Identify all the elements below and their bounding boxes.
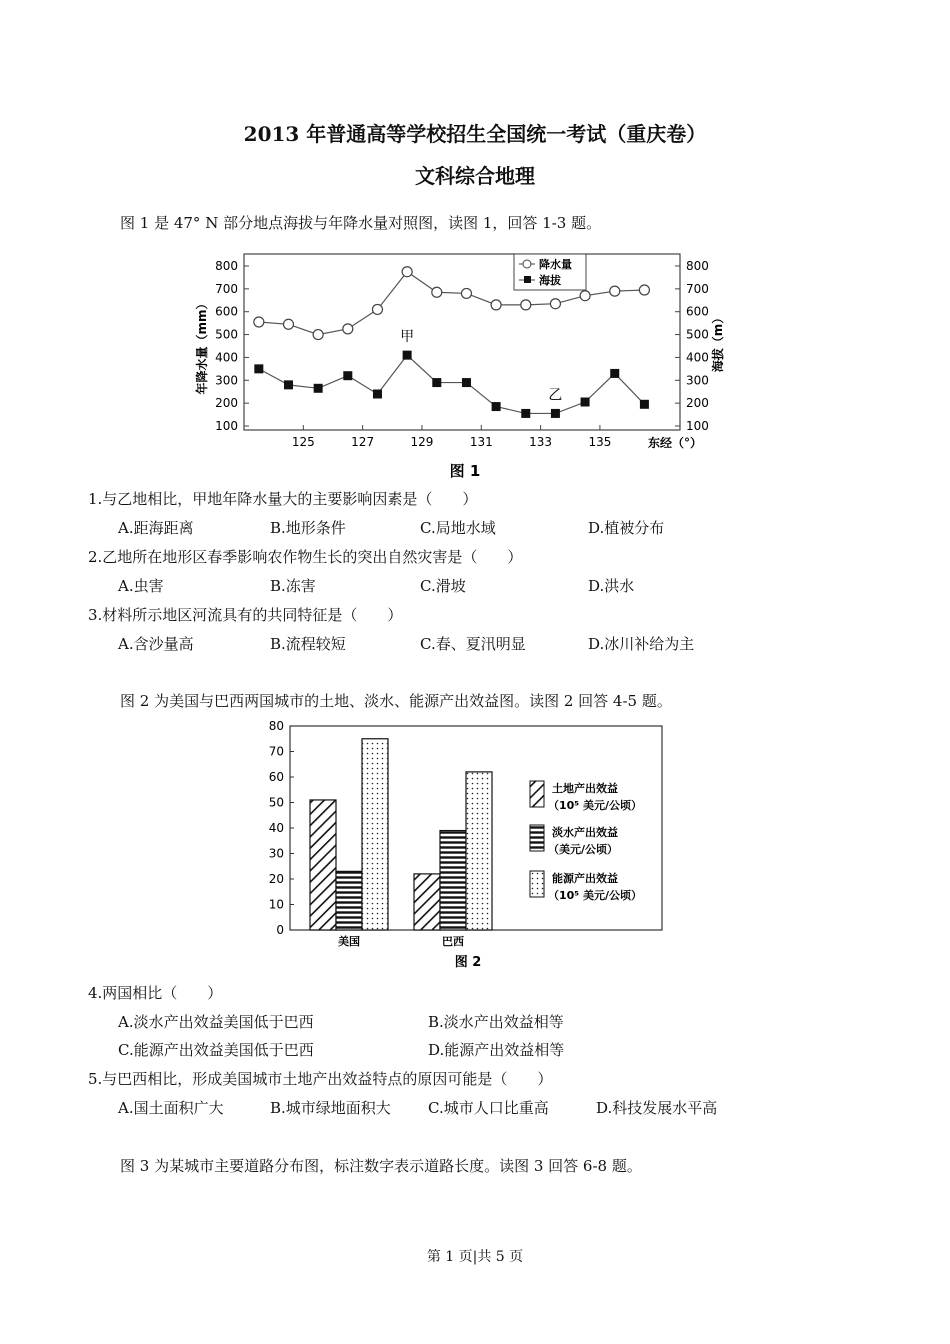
q4-option-b: B.淡水产出效益相等 xyxy=(428,1013,564,1031)
bar-dotted xyxy=(362,739,388,930)
category-label: 美国 xyxy=(338,935,360,948)
q3-option-b: B.流程较短 xyxy=(270,635,346,653)
precipitation-point xyxy=(432,287,442,297)
precipitation-point xyxy=(402,267,412,277)
elevation-point xyxy=(581,398,590,407)
elevation-point xyxy=(610,369,619,378)
legend-swatch xyxy=(530,825,544,851)
bar-horizontal xyxy=(336,871,362,930)
legend-unit: （美元/公顷） xyxy=(548,843,619,856)
y-tick-label-left: 300 xyxy=(215,373,238,388)
legend-name: 能源产出效益 xyxy=(552,872,618,885)
y-tick-label: 40 xyxy=(268,821,284,835)
y-tick-label-right: 500 xyxy=(686,327,709,342)
elevation-point xyxy=(640,400,649,409)
precipitation-point xyxy=(283,319,293,329)
y-tick-label-left: 500 xyxy=(215,327,238,342)
figure1-caption: 图 1 xyxy=(449,462,481,480)
legend-unit: （10⁵ 美元/公顷） xyxy=(548,799,642,812)
elevation-point xyxy=(403,351,412,360)
y-tick-label: 60 xyxy=(268,770,284,784)
y-tick-label: 0 xyxy=(276,923,284,937)
precipitation-point xyxy=(372,304,382,314)
bar-horizontal xyxy=(440,831,466,930)
page-subtitle: 文科综合地理 xyxy=(415,164,535,188)
precipitation-point xyxy=(610,286,620,296)
y-tick-label-right: 200 xyxy=(686,396,709,411)
q2-option-a: A.虫害 xyxy=(118,577,164,595)
x-tick-label: 135 xyxy=(588,435,612,449)
elevation-point xyxy=(492,402,501,411)
precipitation-point xyxy=(461,288,471,298)
figure2-intro: 图 2 为美国与巴西两国城市的土地、淡水、能源产出效益图。读图 2 回答 4-5 题。 xyxy=(120,692,672,710)
q5-option-d: D.科技发展水平高 xyxy=(596,1099,718,1117)
q4-option-a: A.淡水产出效益美国低于巴西 xyxy=(118,1013,314,1031)
y-tick-label: 50 xyxy=(268,795,284,810)
q1-option-c: C.局地水域 xyxy=(420,519,496,537)
question-3: 3.材料所示地区河流具有的共同特征是（ ） xyxy=(88,606,403,624)
q4-option-c: C.能源产出效益美国低于巴西 xyxy=(118,1041,314,1059)
q3-option-c: C.春、夏汛明显 xyxy=(420,635,526,653)
legend-swatch xyxy=(530,871,544,897)
y-tick-label: 30 xyxy=(268,846,284,861)
bar-dotted xyxy=(466,772,492,930)
y-tick-label-right: 800 xyxy=(686,259,709,273)
bar-diagonal xyxy=(414,874,440,930)
x-tick-label: 125 xyxy=(291,435,315,449)
y-axis-label-left: 年降水量（mm） xyxy=(195,297,209,395)
y-tick-label-right: 600 xyxy=(686,304,709,319)
y-tick-label: 20 xyxy=(268,872,284,886)
precipitation-point xyxy=(491,300,501,310)
bar-diagonal xyxy=(310,800,336,930)
figure3-intro: 图 3 为某城市主要道路分布图，标注数字表示道路长度。读图 3 回答 6-8 题。 xyxy=(120,1157,642,1175)
y-tick-label-left: 200 xyxy=(215,396,238,411)
legend-unit: （10⁵ 美元/公顷） xyxy=(548,889,642,902)
precipitation-point xyxy=(639,285,649,295)
legend-name: 淡水产出效益 xyxy=(552,826,618,839)
q5-option-b: B.城市绿地面积大 xyxy=(270,1099,391,1117)
question-5: 5.与巴西相比，形成美国城市土地产出效益特点的原因可能是（ ） xyxy=(88,1070,553,1088)
elevation-point xyxy=(551,409,560,418)
y-tick-label-right: 400 xyxy=(686,350,709,365)
figure1-line-chart xyxy=(0,244,950,484)
elevation-point xyxy=(314,384,323,393)
q1-option-d: D.植被分布 xyxy=(588,519,665,537)
legend-elevation: 海拔 xyxy=(539,274,561,287)
legend-precipitation: 降水量 xyxy=(539,258,572,271)
question-4: 4.两国相比（ ） xyxy=(88,984,223,1002)
annotation-label: 甲 xyxy=(400,329,415,346)
y-tick-label-right: 100 xyxy=(686,419,709,433)
elevation-point xyxy=(521,409,530,418)
precipitation-point xyxy=(343,324,353,334)
q1-option-a: A.距海距离 xyxy=(118,519,194,537)
x-tick-label: 129 xyxy=(410,435,434,449)
y-tick-label-left: 700 xyxy=(215,281,238,296)
precipitation-point xyxy=(550,299,560,309)
category-label: 巴西 xyxy=(442,935,464,948)
y-tick-label: 80 xyxy=(268,719,284,733)
legend-swatch xyxy=(530,781,544,807)
y-axis-label-right: 海拔（m） xyxy=(711,311,725,373)
y-tick-label-left: 400 xyxy=(215,350,238,365)
q5-option-c: C.城市人口比重高 xyxy=(428,1099,549,1117)
precipitation-point xyxy=(521,300,531,310)
q1-option-b: B.地形条件 xyxy=(270,519,346,537)
precipitation-point xyxy=(254,317,264,327)
precipitation-point xyxy=(580,291,590,301)
x-tick-label: 127 xyxy=(351,435,375,449)
figure1-intro: 图 1 是 47° N 部分地点海拔与年降水量对照图，读图 1，回答 1-3 题。 xyxy=(120,214,602,232)
q3-option-d: D.冰川补给为主 xyxy=(588,635,695,653)
y-tick-label-left: 100 xyxy=(215,419,238,433)
elevation-point xyxy=(284,380,293,389)
annotation-label: 乙 xyxy=(548,387,563,404)
elevation-point xyxy=(254,364,263,373)
figure2-bar-chart xyxy=(0,716,950,971)
q5-option-a: A.国土面积广大 xyxy=(118,1099,224,1117)
elevation-point xyxy=(373,390,382,399)
q2-option-c: C.滑坡 xyxy=(420,577,466,595)
y-tick-label: 10 xyxy=(268,897,284,912)
q2-option-b: B.冻害 xyxy=(270,577,316,595)
y-tick-label-right: 300 xyxy=(686,373,709,388)
precipitation-point xyxy=(313,330,323,340)
legend-name: 土地产出效益 xyxy=(552,782,618,795)
page-title: 2013 年普通高等学校招生全国统一考试（重庆卷） xyxy=(243,122,707,146)
y-tick-label-left: 600 xyxy=(215,304,238,319)
y-tick-label: 70 xyxy=(268,744,284,759)
q2-option-d: D.洪水 xyxy=(588,577,635,595)
y-tick-label-right: 700 xyxy=(686,281,709,296)
x-tick-label: 133 xyxy=(529,435,553,449)
x-tick-label: 131 xyxy=(469,435,493,449)
page-footer: 第 1 页|共 5 页 xyxy=(426,1249,524,1265)
y-tick-label-left: 800 xyxy=(215,259,238,273)
series-line-precipitation xyxy=(259,272,645,335)
question-1: 1.与乙地相比，甲地年降水量大的主要影响因素是（ ） xyxy=(88,490,478,508)
q4-option-d: D.能源产出效益相等 xyxy=(428,1041,565,1059)
question-2: 2.乙地所在地形区春季影响农作物生长的突出自然灾害是（ ） xyxy=(88,548,523,566)
figure2-caption: 图 2 xyxy=(454,955,482,970)
elevation-point xyxy=(462,378,471,387)
x-axis-label: 东经（°） xyxy=(648,436,703,450)
elevation-point xyxy=(432,378,441,387)
elevation-point xyxy=(343,371,352,380)
q3-option-a: A.含沙量高 xyxy=(118,635,194,653)
